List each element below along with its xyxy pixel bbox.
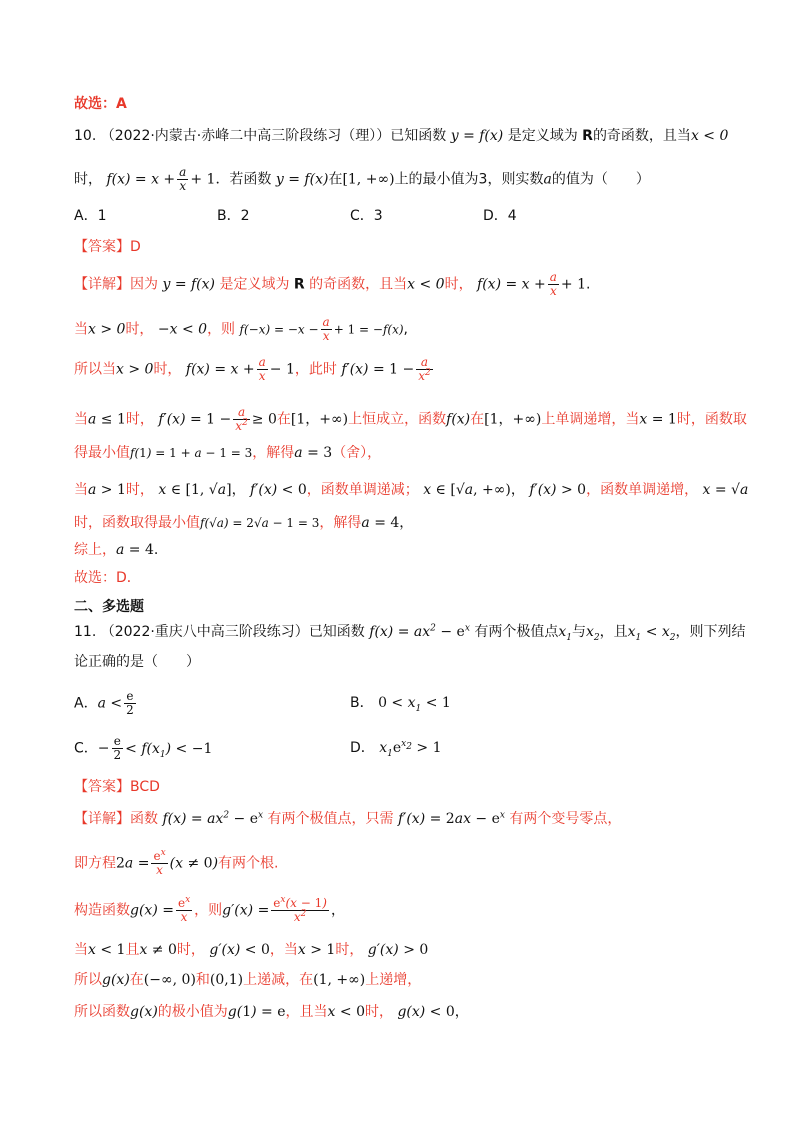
q11-detail-line6: 所以函数g(x)的极小值为g(1) = e，且当x < 0时， g(x) < 0，: [74, 1004, 469, 1020]
q10-detail-line5: 得最小值f(1) = 1 + a − 1 = 3，解得a = 3（舍），: [74, 445, 382, 461]
q10-function: y = f(x): [450, 128, 504, 144]
q11-stem-line1: 11. （2022·重庆八中高三阶段练习）已知函数 $f(x) = ax^2 - e^x$ 有两个极值点$x_1$与$x_2$，且$x_1 < x_2$，则下列结: [74, 623, 746, 643]
q11-number: 11.: [74, 624, 97, 640]
q10-detail-line3: 所以当x > 0时， f(x) = x + $\frac{a}{x}$ − 1，此时 f′(x) = 1 − $\frac{a}{x^2}$: [74, 355, 431, 383]
q10-answer: 【答案】D: [74, 239, 141, 255]
q10-option-c: C．3: [350, 208, 383, 224]
q11-stem-line2: 论正确的是（ ）: [74, 654, 200, 670]
q11-option-b: B． $0 < x_1 < 1$: [350, 695, 451, 714]
q11-detail-line3: 构造函数g(x) = $\frac{e^x}{x}$ ，则g′(x) = $\frac{e^x(x - 1)}{x^2}$ ，: [74, 895, 345, 924]
previous-answer: 故选：A: [74, 96, 127, 112]
section-heading: 二、多选题: [74, 599, 144, 615]
q11-answer: 【答案】BCD: [74, 779, 160, 795]
q10-stem-line1: 10. （2022·内蒙古·赤峰二中高三阶段练习（理））已知函数 y = f(x) 是定义域为 R的奇函数，且当x < 0: [74, 128, 729, 144]
q10-option-a: A．1: [74, 208, 107, 224]
q10-source: （2022·内蒙古·赤峰二中高三阶段练习（理））: [100, 128, 391, 144]
q10-detail-line8: 综上，a = 4.: [74, 542, 159, 558]
q11-detail-line5: 所以g(x)在(−∞, 0)和(0,1)上递减，在(1, +∞)上递增，: [74, 972, 422, 988]
q10-stem-line2: 时， f(x) = x + $\frac{a}{x}$ + 1．若函数 y = f(x)在[1, +∞)上的最小值为3，则实数a的值为（ ）: [74, 165, 650, 193]
q11-option-c: C．− $\frac{e}{2}$ < $f(x_1) < -1$: [74, 734, 213, 762]
q10-final-answer: 故选：D．: [74, 570, 141, 586]
q11-source: （2022·重庆八中高三阶段练习）: [100, 624, 309, 640]
q11-option-d: D． $x_1e^{x_2} > 1$: [350, 739, 442, 759]
q10-detail-line2: 当x > 0时， −x < 0，则 f(−x) = −x − $\frac{a}{x}$ + 1 = −f(x),: [74, 315, 408, 343]
q10-option-d: D．4: [483, 208, 517, 224]
q11-detail-line1: 【详解】函数 $f(x) = ax^2 - e^x$ 有两个极值点，只需 $f'(x) = 2ax - e^x$ 有两个变号零点，: [74, 810, 622, 827]
q10-number: 10.: [74, 128, 97, 144]
q10-detail-line4: 当a ≤ 1时， f′(x) = 1 − $\frac{a}{x^2}$ ≥ 0在[1，+∞)上恒成立，函数f(x)在[1，+∞)上单调递增，当x = 1时，函数取: [74, 405, 747, 433]
q10-detail-line1: 【详解】因为 y = f(x) 是定义域为 R 的奇函数，且当x < 0时， f(x) = x + $\frac{a}{x}$ + 1.: [74, 270, 591, 298]
q11-option-a: A．a < $\frac{e}{2}$: [74, 689, 134, 717]
q10-detail-line6: 当a > 1时， x ∈ [1, √a]， f′(x) < 0，函数单调递减； x ∈ [√a, +∞)， f′(x) > 0，函数单调递增， x = √a: [74, 482, 749, 498]
q11-detail-line2: 即方程2a = $\frac{e^x}{x}$ (x ≠ 0)有两个根.: [74, 848, 279, 877]
q10-detail-line7: 时，函数取得最小值f(√a) = 2√a − 1 = 3，解得a = 4，: [74, 515, 414, 531]
q10-option-b: B．2: [217, 208, 250, 224]
q11-detail-line4: 当x < 1且x ≠ 0时， g′(x) < 0，当x > 1时， g′(x) > 0: [74, 942, 429, 958]
